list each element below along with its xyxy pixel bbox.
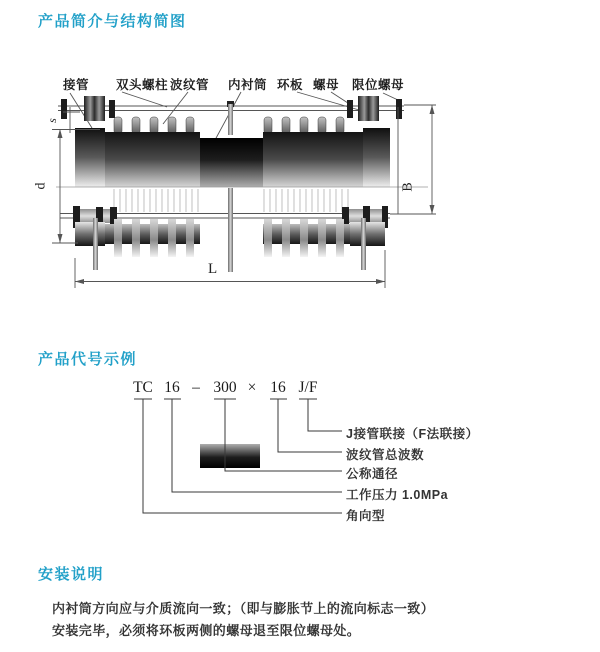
section-title-product-intro: 产品简介与结构简图 [38,13,187,30]
callout-wave-count: 波纹管总波数 [346,448,425,462]
part-label-inner-sleeve: 内衬筒 [228,78,268,92]
part-label-connecting-pipe: 接管 [63,78,90,92]
code-segment-dash: – [192,379,200,396]
dim-label-b: B [400,182,416,192]
code-segment-times: × [247,379,257,396]
part-label-nut: 螺母 [313,78,340,92]
code-segment-pressure: 16 [164,379,180,396]
install-note-line1: 内衬筒方向应与介质流向一致；（即与膨胀节上的流向标志一致） [52,601,435,616]
upper-body [75,128,390,187]
callout-connection-type: J接管联接（F法联接） [346,427,479,441]
section-title-code-example: 产品代号示例 [38,351,138,368]
install-note-line2: 安装完毕，必须将环板两侧的螺母退至限位螺母处。 [52,623,361,638]
part-label-bellows: 波纹管 [170,78,210,92]
dim-label-s: s [44,118,59,123]
callout-working-pressure: 工作压力 1.0MPa [346,488,449,502]
section-title-installation: 安装说明 [38,566,105,583]
code-segment-type: TC [133,379,153,396]
code-segment-waves: 16 [270,379,286,396]
dim-label-d: d [33,182,49,190]
part-label-ring-plate: 环板 [277,78,304,92]
part-label-limit-nut: 限位螺母 [352,78,405,92]
dim-label-l: L [208,261,218,277]
callout-angular-type: 角向型 [346,509,386,523]
callout-nominal-diameter: 公称通径 [346,467,399,481]
part-label-stud-bolt: 双头螺柱 [116,78,169,92]
code-segment-diameter: 300 [213,379,237,396]
code-segment-connection: J/F [298,379,318,396]
